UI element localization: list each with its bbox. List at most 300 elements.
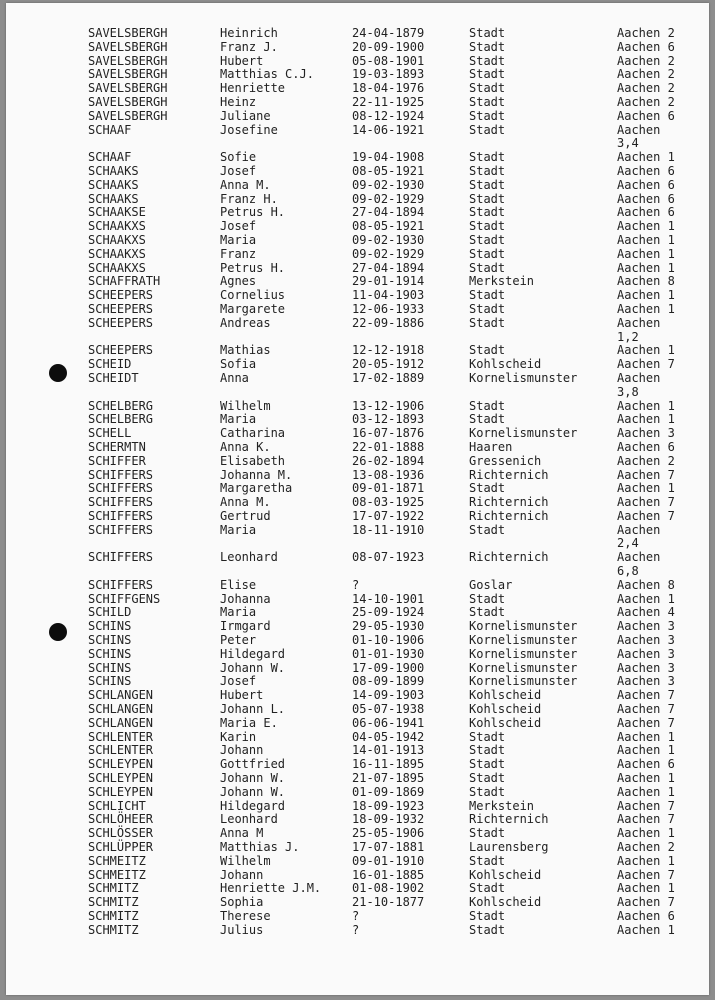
surname-cell: SCHINS xyxy=(88,674,132,689)
table-row xyxy=(6,510,709,524)
date-cell: 08-05-1921 xyxy=(352,163,425,178)
location-cell: Aachen 1 xyxy=(617,260,675,275)
firstname-cell: Mathias xyxy=(220,343,271,358)
surname-cell: SCHEIDT xyxy=(88,370,139,385)
date-cell: 01-09-1869 xyxy=(352,784,425,799)
date-cell: 14-01-1913 xyxy=(352,743,425,758)
table-row xyxy=(6,289,709,303)
location-cell: Aachen 3,8 xyxy=(617,370,661,399)
location-cell: Aachen 6 xyxy=(617,439,675,454)
table-row xyxy=(6,731,709,745)
surname-cell: SCHEID xyxy=(88,357,132,372)
surname-cell: SCHILD xyxy=(88,605,132,620)
location-cell: Aachen 6,8 xyxy=(617,550,661,579)
location-cell: Aachen 3 xyxy=(617,426,675,441)
firstname-cell: Johann xyxy=(220,743,264,758)
table-row xyxy=(6,758,709,772)
date-cell: 09-02-1929 xyxy=(352,191,425,206)
table-row xyxy=(6,96,709,110)
firstname-cell: Johanna xyxy=(220,591,271,606)
table-row xyxy=(6,786,709,800)
table-row xyxy=(6,482,709,496)
table-row xyxy=(6,248,709,262)
date-cell: 22-01-1888 xyxy=(352,439,425,454)
location-cell: Aachen 1 xyxy=(617,729,675,744)
firstname-cell: Johann L. xyxy=(220,702,286,717)
date-cell: 17-07-1881 xyxy=(352,840,425,855)
location-cell: Aachen 1 xyxy=(617,246,675,261)
place-cell: Stadt xyxy=(469,315,506,330)
location-cell: Aachen 1 xyxy=(617,398,675,413)
table-row xyxy=(6,924,709,938)
place-cell: Kornelismunster xyxy=(469,646,578,661)
firstname-cell: Anna M. xyxy=(220,177,271,192)
surname-cell: SCHLEYPEN xyxy=(88,771,154,786)
surname-cell: SCHLANGEN xyxy=(88,688,154,703)
table-row xyxy=(6,689,709,703)
firstname-cell: Sofia xyxy=(220,357,257,372)
place-cell: Stadt xyxy=(469,909,506,923)
firstname-cell: Margaretha xyxy=(220,481,293,496)
firstname-cell: Josef xyxy=(220,219,257,234)
date-cell: 14-06-1921 xyxy=(352,122,425,137)
date-cell: 18-09-1923 xyxy=(352,798,425,813)
location-cell: Aachen 7 xyxy=(617,688,675,703)
firstname-cell: Anna M. xyxy=(220,495,271,510)
location-cell: Aachen 7 xyxy=(617,495,675,510)
location-cell: Aachen 8 xyxy=(617,577,675,592)
place-cell: Stadt xyxy=(469,177,506,192)
location-cell: Aachen 3 xyxy=(617,633,675,648)
firstname-cell: Peter xyxy=(220,633,257,648)
surname-cell: SCHELBERG xyxy=(88,412,154,427)
document-page xyxy=(6,3,709,995)
place-cell: Laurensberg xyxy=(469,840,549,855)
date-cell: 26-02-1894 xyxy=(352,453,425,468)
place-cell: Stadt xyxy=(469,163,506,178)
table-row xyxy=(6,413,709,427)
firstname-cell: Anna xyxy=(220,370,249,385)
surname-cell: SCHLÖSSER xyxy=(88,826,154,841)
table-row xyxy=(6,703,709,717)
firstname-cell: Johann W. xyxy=(220,784,286,799)
date-cell: 03-12-1893 xyxy=(352,412,425,427)
location-cell: Aachen 1 xyxy=(617,591,675,606)
date-cell: 12-06-1933 xyxy=(352,301,425,316)
place-cell: Kohlscheid xyxy=(469,895,542,910)
date-cell: 27-04-1894 xyxy=(352,260,425,275)
table-row xyxy=(6,317,709,345)
surname-cell: SCHIFFERS xyxy=(88,481,154,496)
place-cell: Stadt xyxy=(469,757,506,772)
firstname-cell: Sofie xyxy=(220,150,257,165)
date-cell: 09-02-1930 xyxy=(352,177,425,192)
firstname-cell: Juliane xyxy=(220,108,271,123)
date-cell: 16-01-1885 xyxy=(352,867,425,882)
place-cell: Stadt xyxy=(469,826,506,841)
date-cell: 09-02-1929 xyxy=(352,246,425,261)
table-row xyxy=(6,620,709,634)
date-cell: 01-01-1930 xyxy=(352,646,425,661)
place-cell: Stadt xyxy=(469,743,506,758)
location-cell: Aachen 3 xyxy=(617,660,675,675)
firstname-cell: Heinz xyxy=(220,94,257,109)
place-cell: Stadt xyxy=(469,301,506,316)
surname-cell: SCHELL xyxy=(88,426,132,441)
surname-cell: SCHMITZ xyxy=(88,922,139,937)
record-list xyxy=(6,27,709,938)
date-cell: 18-11-1910 xyxy=(352,522,425,537)
table-row xyxy=(6,882,709,896)
location-cell: Aachen 1 xyxy=(617,853,675,868)
place-cell: Richternich xyxy=(469,495,549,510)
surname-cell: SCHAAKS xyxy=(88,163,139,178)
date-cell: 11-04-1903 xyxy=(352,288,425,303)
location-cell: Aachen 6 xyxy=(617,191,675,206)
date-cell: 14-10-1901 xyxy=(352,591,425,606)
table-row xyxy=(6,427,709,441)
date-cell: 21-10-1877 xyxy=(352,895,425,910)
location-cell: Aachen 6 xyxy=(617,205,675,220)
firstname-cell: Sophia xyxy=(220,895,264,910)
surname-cell: SCHLANGEN xyxy=(88,702,154,717)
surname-cell: SAVELSBERGH xyxy=(88,94,168,109)
location-cell: Aachen 1 xyxy=(617,481,675,496)
table-row xyxy=(6,82,709,96)
date-cell: 18-04-1976 xyxy=(352,81,425,96)
table-row xyxy=(6,344,709,358)
place-cell: Stadt xyxy=(469,288,506,303)
location-cell: Aachen 1 xyxy=(617,771,675,786)
surname-cell: SCHLEYPEN xyxy=(88,757,154,772)
place-cell: Kornelismunster xyxy=(469,370,578,385)
firstname-cell: Gottfried xyxy=(220,757,286,772)
place-cell: Richternich xyxy=(469,550,549,565)
firstname-cell: Henriette J.M. xyxy=(220,881,322,896)
surname-cell: SCHAAF xyxy=(88,150,132,165)
location-cell: Aachen 2 xyxy=(617,840,675,855)
date-cell: 19-03-1893 xyxy=(352,67,425,82)
date-cell: 08-07-1923 xyxy=(352,550,425,565)
table-row xyxy=(6,220,709,234)
firstname-cell: Franz xyxy=(220,246,257,261)
location-cell: Aachen 7 xyxy=(617,895,675,910)
place-cell: Stadt xyxy=(469,784,506,799)
surname-cell: SCHIFFERS xyxy=(88,550,154,565)
date-cell: 22-11-1925 xyxy=(352,94,425,109)
table-row xyxy=(6,606,709,620)
date-cell: 09-02-1930 xyxy=(352,232,425,247)
date-cell: ? xyxy=(352,909,360,923)
location-cell: Aachen 3,4 xyxy=(617,122,661,151)
place-cell: Merkstein xyxy=(469,274,535,289)
firstname-cell: Elise xyxy=(220,577,257,592)
date-cell: 01-10-1906 xyxy=(352,633,425,648)
place-cell: Stadt xyxy=(469,205,506,220)
date-cell: 25-09-1924 xyxy=(352,605,425,620)
location-cell: Aachen 7 xyxy=(617,357,675,372)
firstname-cell: Heinrich xyxy=(220,26,278,40)
surname-cell: SCHLENTER xyxy=(88,729,154,744)
place-cell: Richternich xyxy=(469,812,549,827)
place-cell: Stadt xyxy=(469,122,506,137)
firstname-cell: Josef xyxy=(220,163,257,178)
surname-cell: SCHIFFER xyxy=(88,453,146,468)
place-cell: Stadt xyxy=(469,39,506,54)
table-row xyxy=(6,579,709,593)
location-cell: Aachen 3 xyxy=(617,646,675,661)
place-cell: Kornelismunster xyxy=(469,660,578,675)
location-cell: Aachen 6 xyxy=(617,909,675,923)
place-cell: Haaren xyxy=(469,439,513,454)
date-cell: 13-08-1936 xyxy=(352,467,425,482)
firstname-cell: Leonhard xyxy=(220,550,278,565)
firstname-cell: Hildegard xyxy=(220,798,286,813)
surname-cell: SCHLÖHEER xyxy=(88,812,154,827)
table-row xyxy=(6,165,709,179)
location-cell: Aachen 3 xyxy=(617,674,675,689)
firstname-cell: Catharina xyxy=(220,426,286,441)
firstname-cell: Matthias C.J. xyxy=(220,67,314,82)
firstname-cell: Karin xyxy=(220,729,257,744)
firstname-cell: Andreas xyxy=(220,315,271,330)
table-row xyxy=(6,110,709,124)
surname-cell: SCHLICHT xyxy=(88,798,146,813)
date-cell: 14-09-1903 xyxy=(352,688,425,703)
location-cell: Aachen 7 xyxy=(617,812,675,827)
date-cell: 05-08-1901 xyxy=(352,53,425,68)
place-cell: Kohlscheid xyxy=(469,867,542,882)
table-row xyxy=(6,593,709,607)
place-cell: Stadt xyxy=(469,108,506,123)
surname-cell: SCHAAKXS xyxy=(88,232,146,247)
date-cell: 19-04-1908 xyxy=(352,150,425,165)
table-row xyxy=(6,910,709,924)
table-row xyxy=(6,303,709,317)
firstname-cell: Julius xyxy=(220,922,264,937)
location-cell: Aachen 1 xyxy=(617,219,675,234)
place-cell: Stadt xyxy=(469,522,506,537)
table-row xyxy=(6,275,709,289)
place-cell: Stadt xyxy=(469,246,506,261)
location-cell: Aachen 2 xyxy=(617,81,675,96)
table-row xyxy=(6,179,709,193)
surname-cell: SCHIFFERS xyxy=(88,522,154,537)
place-cell: Stadt xyxy=(469,481,506,496)
firstname-cell: Agnes xyxy=(220,274,257,289)
firstname-cell: Elisabeth xyxy=(220,453,286,468)
location-cell: Aachen 7 xyxy=(617,467,675,482)
location-cell: Aachen 6 xyxy=(617,108,675,123)
table-row xyxy=(6,27,709,41)
place-cell: Stadt xyxy=(469,729,506,744)
location-cell: Aachen 1 xyxy=(617,343,675,358)
firstname-cell: Johanna M. xyxy=(220,467,293,482)
place-cell: Stadt xyxy=(469,398,506,413)
firstname-cell: Johann W. xyxy=(220,771,286,786)
surname-cell: SCHMEITZ xyxy=(88,853,146,868)
location-cell: Aachen 1 xyxy=(617,301,675,316)
date-cell: 22-09-1886 xyxy=(352,315,425,330)
surname-cell: SCHIFFERS xyxy=(88,508,154,523)
firstname-cell: Leonhard xyxy=(220,812,278,827)
table-row xyxy=(6,744,709,758)
date-cell: 16-07-1876 xyxy=(352,426,425,441)
surname-cell: SAVELSBERGH xyxy=(88,39,168,54)
table-row xyxy=(6,193,709,207)
date-cell: 06-06-1941 xyxy=(352,715,425,730)
date-cell: 09-01-1871 xyxy=(352,481,425,496)
date-cell: 08-09-1899 xyxy=(352,674,425,689)
surname-cell: SCHAAKSE xyxy=(88,205,146,220)
location-cell: Aachen 1 xyxy=(617,232,675,247)
place-cell: Stadt xyxy=(469,94,506,109)
surname-cell: SCHAAKXS xyxy=(88,246,146,261)
table-row xyxy=(6,41,709,55)
date-cell: 16-11-1895 xyxy=(352,757,425,772)
firstname-cell: Therese xyxy=(220,909,271,923)
surname-cell: SCHLENTER xyxy=(88,743,154,758)
location-cell: Aachen 7 xyxy=(617,798,675,813)
location-cell: Aachen 7 xyxy=(617,867,675,882)
location-cell: Aachen 1 xyxy=(617,150,675,165)
place-cell: Stadt xyxy=(469,260,506,275)
surname-cell: SCHEEPERS xyxy=(88,288,154,303)
table-row xyxy=(6,206,709,220)
table-row xyxy=(6,855,709,869)
firstname-cell: Johann W. xyxy=(220,660,286,675)
date-cell: 27-04-1894 xyxy=(352,205,425,220)
firstname-cell: Hubert xyxy=(220,688,264,703)
firstname-cell: Anna K. xyxy=(220,439,271,454)
location-cell: Aachen 1 xyxy=(617,412,675,427)
firstname-cell: Maria E. xyxy=(220,715,278,730)
surname-cell: SCHAAKXS xyxy=(88,219,146,234)
location-cell: Aachen 1 xyxy=(617,743,675,758)
table-row xyxy=(6,675,709,689)
date-cell: 08-05-1921 xyxy=(352,219,425,234)
location-cell: Aachen 7 xyxy=(617,702,675,717)
date-cell: 17-07-1922 xyxy=(352,508,425,523)
table-row xyxy=(6,662,709,676)
surname-cell: SCHIFFERS xyxy=(88,467,154,482)
surname-cell: SCHEEPERS xyxy=(88,343,154,358)
place-cell: Kohlscheid xyxy=(469,688,542,703)
place-cell: Stadt xyxy=(469,81,506,96)
firstname-cell: Josef xyxy=(220,674,257,689)
table-row xyxy=(6,869,709,883)
surname-cell: SCHAAKS xyxy=(88,191,139,206)
firstname-cell: Hubert xyxy=(220,53,264,68)
location-cell: Aachen 6 xyxy=(617,39,675,54)
location-cell: Aachen 1 xyxy=(617,922,675,937)
place-cell: Stadt xyxy=(469,191,506,206)
location-cell: Aachen 6 xyxy=(617,163,675,178)
firstname-cell: Petrus H. xyxy=(220,205,286,220)
surname-cell: SCHEEPERS xyxy=(88,301,154,316)
place-cell: Merkstein xyxy=(469,798,535,813)
place-cell: Kohlscheid xyxy=(469,702,542,717)
place-cell: Stadt xyxy=(469,881,506,896)
surname-cell: SCHMITZ xyxy=(88,881,139,896)
firstname-cell: Maria xyxy=(220,232,257,247)
table-row xyxy=(6,455,709,469)
location-cell: Aachen 2 xyxy=(617,53,675,68)
date-cell: 24-04-1879 xyxy=(352,26,425,40)
place-cell: Richternich xyxy=(469,508,549,523)
firstname-cell: Anna M xyxy=(220,826,264,841)
location-cell: Aachen 8 xyxy=(617,274,675,289)
date-cell: 13-12-1906 xyxy=(352,398,425,413)
surname-cell: SCHEEPERS xyxy=(88,315,154,330)
firstname-cell: Gertrud xyxy=(220,508,271,523)
table-row xyxy=(6,124,709,152)
firstname-cell: Maria xyxy=(220,522,257,537)
surname-cell: SCHLEYPEN xyxy=(88,784,154,799)
firstname-cell: Matthias J. xyxy=(220,840,300,855)
table-row xyxy=(6,400,709,414)
date-cell: 25-05-1906 xyxy=(352,826,425,841)
firstname-cell: Franz J. xyxy=(220,39,278,54)
place-cell: Kohlscheid xyxy=(469,357,542,372)
firstname-cell: Cornelius xyxy=(220,288,286,303)
place-cell: Stadt xyxy=(469,853,506,868)
date-cell: 05-07-1938 xyxy=(352,702,425,717)
firstname-cell: Josefine xyxy=(220,122,278,137)
date-cell: ? xyxy=(352,922,360,937)
date-cell: 12-12-1918 xyxy=(352,343,425,358)
place-cell: Gressenich xyxy=(469,453,542,468)
table-row xyxy=(6,469,709,483)
date-cell: 21-07-1895 xyxy=(352,771,425,786)
location-cell: Aachen 1 xyxy=(617,881,675,896)
place-cell: Stadt xyxy=(469,771,506,786)
firstname-cell: Wilhelm xyxy=(220,853,271,868)
place-cell: Stadt xyxy=(469,232,506,247)
place-cell: Kornelismunster xyxy=(469,674,578,689)
surname-cell: SCHAAKXS xyxy=(88,260,146,275)
table-row xyxy=(6,648,709,662)
location-cell: Aachen 2 xyxy=(617,453,675,468)
place-cell: Kornelismunster xyxy=(469,426,578,441)
surname-cell: SAVELSBERGH xyxy=(88,81,168,96)
date-cell: ? xyxy=(352,577,360,592)
surname-cell: SCHMEITZ xyxy=(88,867,146,882)
table-row xyxy=(6,772,709,786)
surname-cell: SCHIFFGENS xyxy=(88,591,161,606)
date-cell: 17-02-1889 xyxy=(352,370,425,385)
location-cell: Aachen 2 xyxy=(617,67,675,82)
firstname-cell: Wilhelm xyxy=(220,398,271,413)
surname-cell: SCHINS xyxy=(88,633,132,648)
date-cell: 08-12-1924 xyxy=(352,108,425,123)
table-row xyxy=(6,262,709,276)
date-cell: 18-09-1932 xyxy=(352,812,425,827)
date-cell: 20-05-1912 xyxy=(352,357,425,372)
place-cell: Stadt xyxy=(469,53,506,68)
firstname-cell: Henriette xyxy=(220,81,286,96)
table-row xyxy=(6,372,709,400)
firstname-cell: Maria xyxy=(220,605,257,620)
place-cell: Kornelismunster xyxy=(469,619,578,634)
location-cell: Aachen 1 xyxy=(617,826,675,841)
place-cell: Stadt xyxy=(469,219,506,234)
place-cell: Kohlscheid xyxy=(469,715,542,730)
location-cell: Aachen 1,2 xyxy=(617,315,661,344)
place-cell: Stadt xyxy=(469,343,506,358)
firstname-cell: Franz H. xyxy=(220,191,278,206)
place-cell: Stadt xyxy=(469,605,506,620)
